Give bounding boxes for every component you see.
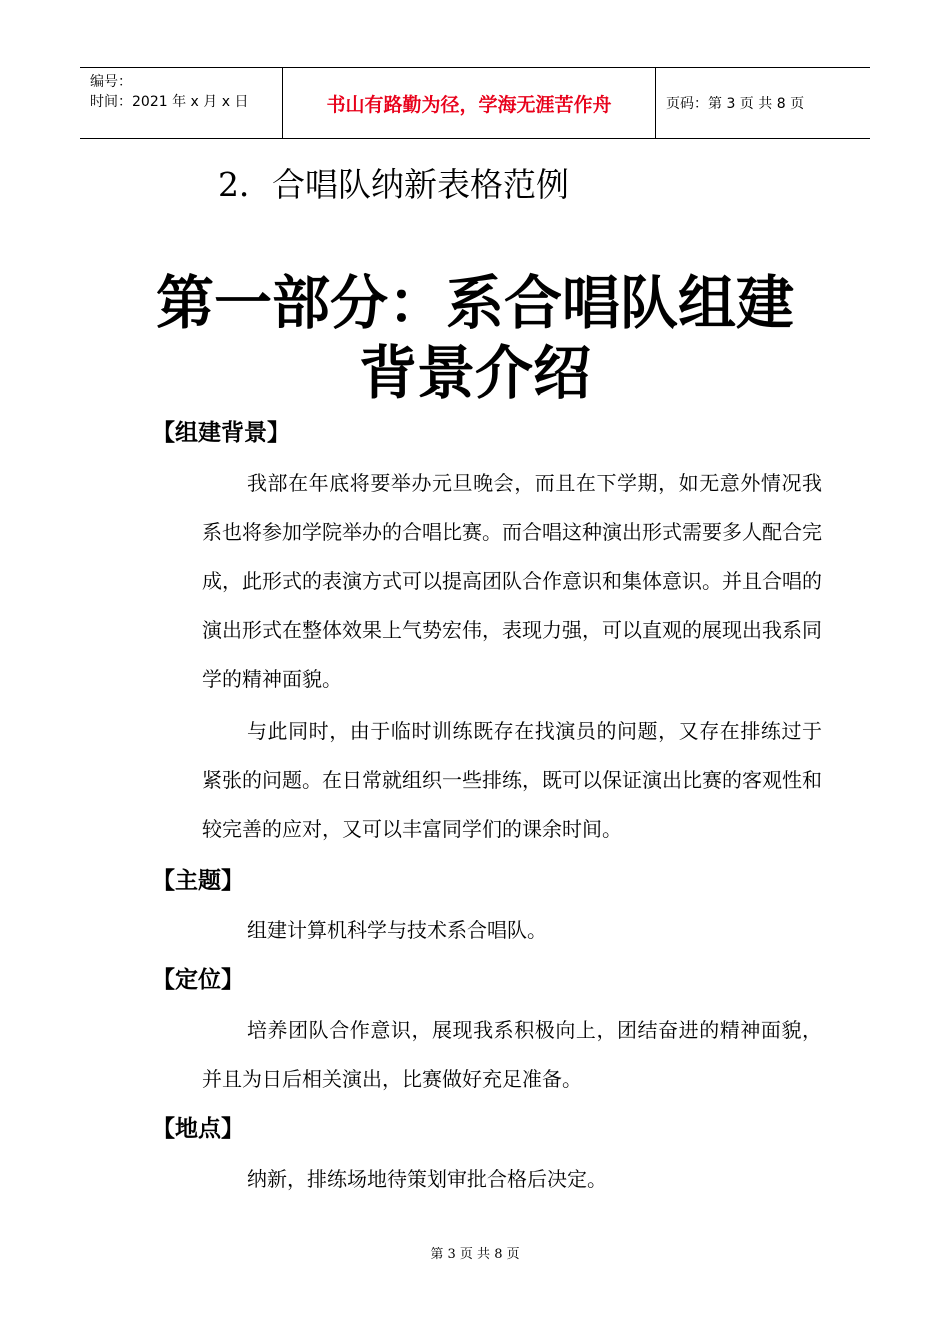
page-footer: 第 3 页 共 8 页 — [430, 1247, 520, 1262]
position-paragraph: 培养团队合作意识，展现我系积极向上，团结奋进的精神面貌，并且为日后相关演出，比赛做好充足准备。 — [202, 1018, 822, 1091]
section-heading-theme: 【主题】 — [152, 868, 244, 894]
section-heading-background: 【组建背景】 — [152, 420, 290, 446]
document-subtitle: 2．合唱队纳新表格范例 — [218, 165, 569, 204]
theme-paragraph: 组建计算机科学与技术系合唱队。 — [247, 918, 547, 942]
document-header — [80, 67, 870, 139]
time-label: 时间：2021 年 x 月 x 日 — [90, 94, 249, 110]
section-heading-position: 【定位】 — [152, 967, 244, 993]
main-title-line-2: 背景介绍 — [358, 339, 591, 407]
page-label: 页码：第 3 页 共 8 页 — [666, 96, 805, 112]
section-heading-location: 【地点】 — [152, 1116, 244, 1142]
background-paragraph-1: 我部在年底将要举办元旦晚会，而且在下学期，如无意外情况我系也将参加学院举办的合唱比赛。而合唱这种演出形式需要多人配合完成，此形式的表演方式可以提高团队合作意识和集体意识。并且合唱的演出形式在整体效果上气势宏伟，表现力强，可以直观的展现出我系同学的精神面貌。 — [202, 471, 822, 691]
background-paragraph-2: 与此同时，由于临时训练既存在找演员的问题，又存在排练过于紧张的问题。在日常就组织一些排练，既可以保证演出比赛的客观性和较完善的应对，又可以丰富同学们的课余时间。 — [202, 719, 822, 841]
header-left-cell — [80, 68, 282, 138]
location-paragraph: 纳新，排练场地待策划审批合格后决定。 — [247, 1167, 607, 1191]
motto: 书山有路勤为径，学海无涯苦作舟 — [282, 68, 656, 138]
number-label: 编号： — [90, 74, 132, 90]
main-title-line-1: 第一部分：系合唱队组建 — [155, 269, 794, 337]
main-title — [0, 268, 950, 408]
